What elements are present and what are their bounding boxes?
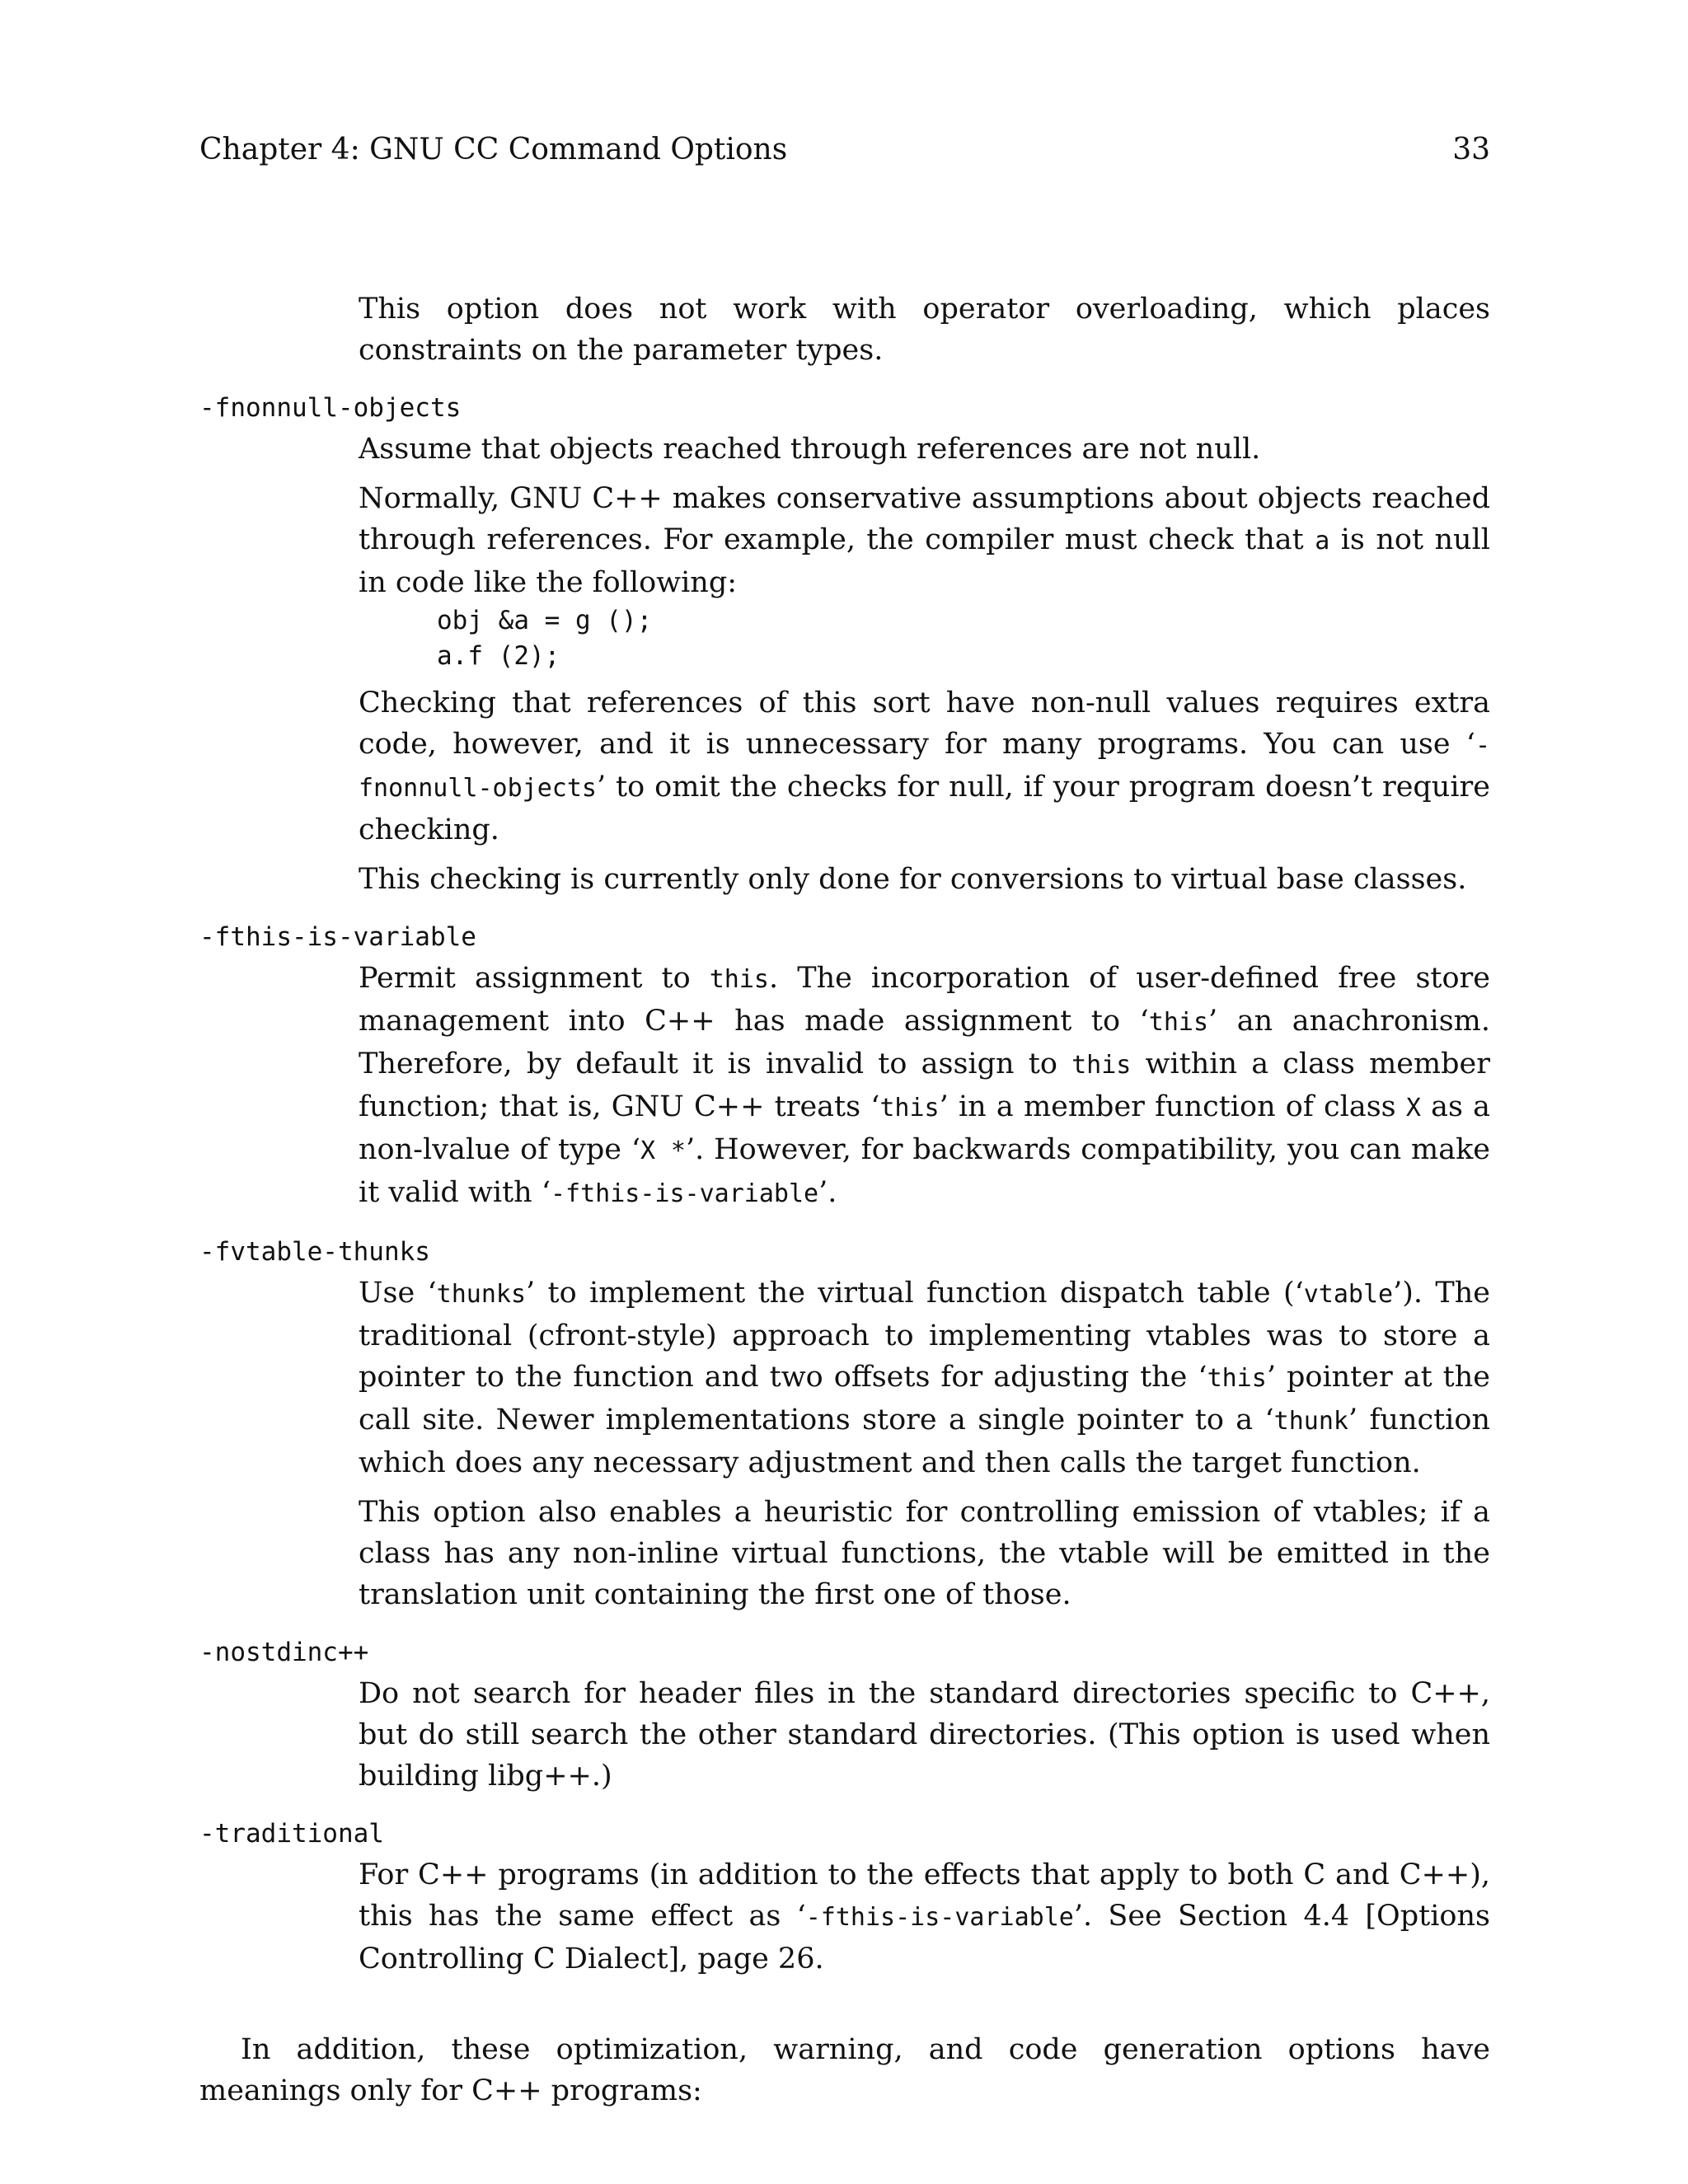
closing-paragraph: In addition, these optimization, warning, and code generation options have meanings only for C++ programs:	[199, 2033, 1490, 2107]
text-span: ’ to omit the checks for null, if your program doesn’t require checking.	[359, 771, 1490, 846]
inline-code: vtable	[1303, 1280, 1394, 1309]
text-span: ’). The traditional (cfront-style) approach to implementing vtables was to store a pointer to the function and two offsets for adjusting the ‘	[359, 1277, 1490, 1394]
option-term-fnonnull-objects: -fnonnull-objects	[199, 393, 462, 423]
inline-code: this	[709, 965, 769, 994]
fnonnull-paragraph-3	[359, 682, 1490, 851]
inline-code: X *	[640, 1137, 686, 1165]
inline-code: this	[879, 1094, 940, 1122]
inline-code: thunks	[436, 1280, 527, 1309]
text-span: . The incorporation of user-defined free store management into C++ has made assignment to ‘	[359, 962, 1490, 1038]
fnonnull-paragraph-1: Assume that objects reached through references are not null.	[359, 433, 1261, 466]
page-body	[199, 288, 1490, 2111]
closing-section	[199, 2029, 1490, 2111]
inline-code: this	[1071, 1051, 1132, 1080]
page-number: 33	[1452, 133, 1490, 166]
text-span: ’ pointer at the call site. Newer implementations store a single pointer to a ‘	[359, 1361, 1490, 1436]
intro-paragraph: This option does not work with operator overloading, which places constraints on the parameter types.	[359, 293, 1490, 367]
fvtable-paragraph-1	[359, 1272, 1490, 1483]
fthis-paragraph-1	[359, 958, 1490, 1215]
text-span: ’ an anachronism. Therefore, by default it is invalid to assign to	[359, 1005, 1490, 1080]
option-term-fthis-is-variable: -fthis-is-variable	[199, 922, 476, 952]
text-span: ’. However, for backwards compatibility, you can make it valid with ‘	[359, 1133, 1491, 1209]
option-term-fvtable-thunks: -fvtable-thunks	[199, 1237, 430, 1267]
option-desc-nostdinc	[359, 1673, 1490, 1797]
option-term-traditional: -traditional	[199, 1819, 384, 1849]
text-span: ’. See Section 4.4 [Options Controlling C Dialect], page 26.	[359, 1900, 1490, 1975]
code-line: a.f (2);	[437, 641, 560, 671]
fnonnull-paragraph-4: This checking is currently only done for conversions to virtual base classes.	[359, 863, 1467, 896]
inline-code: -fthis-is-variable	[550, 1179, 819, 1208]
inline-code: -fnonnull-objects	[359, 731, 1490, 803]
text-span: is not null in code like the following:	[359, 523, 1490, 599]
option-desc-fnonnull-objects	[359, 429, 1490, 900]
code-line: obj &a = g ();	[437, 606, 653, 635]
text-span: ’.	[818, 1176, 837, 1209]
option-desc-fvtable-thunks	[359, 1272, 1490, 1615]
inline-code: thunk	[1273, 1407, 1348, 1436]
fvtable-paragraph-2: This option also enables a heuristic for controlling emission of vtables; if a class has any non-inline virtual functions, the vtable will be emitted in the translation unit containing the first one of those.	[359, 1496, 1490, 1611]
fnonnull-paragraph-2	[359, 478, 1490, 603]
page-header	[199, 130, 1490, 170]
inline-code: X	[1405, 1094, 1421, 1122]
option-desc-traditional	[359, 1854, 1490, 1980]
intro-description	[359, 288, 1490, 371]
inline-code: this	[1148, 1008, 1209, 1037]
text-span: ’ to implement the virtual function dispatch table (‘	[526, 1277, 1304, 1310]
text-span: as a non-lvalue of type ‘	[359, 1090, 1490, 1166]
inline-code: -fthis-is-variable	[805, 1903, 1074, 1932]
text-span: Normally, GNU C++ makes conservative assumptions about objects reached through references. For example, the compiler must check that	[359, 482, 1490, 556]
text-span: ’ in a member function of class	[939, 1090, 1406, 1123]
option-desc-fthis-is-variable	[359, 958, 1490, 1215]
traditional-paragraph-1	[359, 1854, 1490, 1980]
code-example	[437, 603, 1490, 674]
nostdinc-paragraph-1: Do not search for header files in the standard directories specific to C++, but do still search the other standard directories. (This option is used when building libg++.)	[359, 1677, 1490, 1793]
text-span: within a class member function; that is, GNU C++ treats ‘	[359, 1047, 1491, 1123]
inline-code: this	[1207, 1364, 1267, 1393]
text-span: For C++ programs (in addition to the effects that apply to both C and C++), this has the same effect as ‘	[359, 1858, 1490, 1933]
inline-code: a	[1315, 527, 1330, 555]
text-span: Use ‘	[359, 1277, 437, 1310]
text-span: Checking that references of this sort have non-null values requires extra code, however, and it is unnecessary for many programs. You can use ‘	[359, 687, 1490, 761]
option-term-nostdinc: -nostdinc++	[199, 1638, 369, 1667]
text-span: ’ function which does any necessary adjustment and then calls the target function.	[359, 1404, 1490, 1479]
chapter-title: Chapter 4: GNU CC Command Options	[199, 133, 788, 166]
text-span: Permit assignment to	[359, 962, 710, 995]
